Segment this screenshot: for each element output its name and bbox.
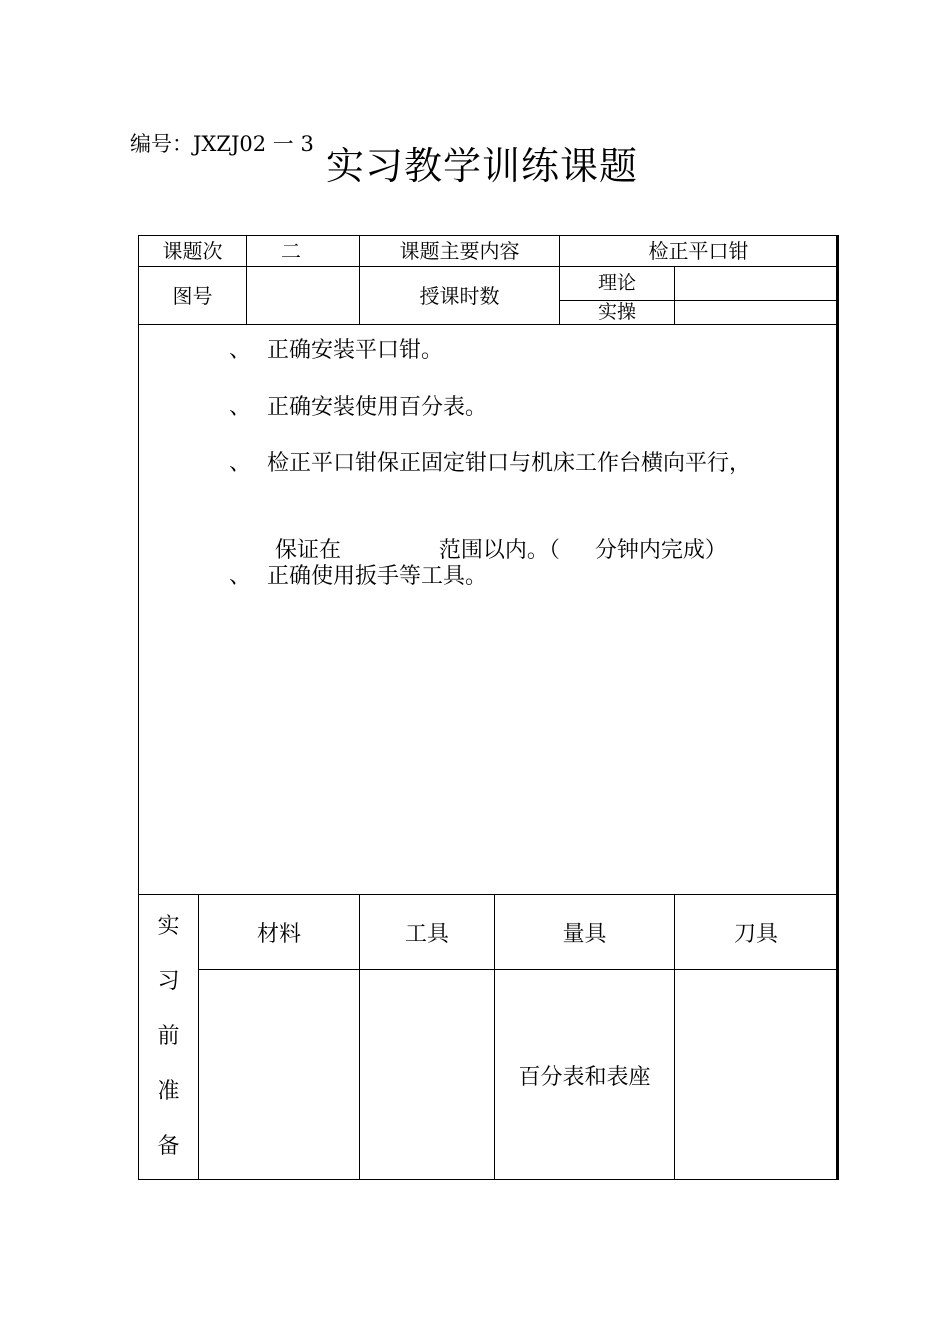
preparation-label-char: 习 [157,968,180,994]
requirement-text: 保证在 范围以内。（ 分钟内完成） [274,538,727,563]
requirement-text: 正确使用扳手等工具。 [267,564,488,589]
lesson-number-value: 二 [281,239,301,263]
measuring-tools-value: 百分表和表座 [518,1064,651,1090]
tools-header: 工具 [404,922,449,947]
row-divider [139,324,837,325]
requirement-text: 正确安装平口钳。 [267,338,444,363]
cutting-tools-header: 刀具 [733,922,778,947]
requirement-item [229,336,443,366]
list-mark: 、 [229,395,252,420]
theory-label: 理论 [597,272,636,294]
lesson-number-label: 课题次 [162,239,223,263]
requirement-text: 正确安装使用百分表。 [267,395,488,420]
main-content-label: 课题主要内容 [399,239,520,263]
preparation-label-char: 准 [157,1078,180,1104]
tools-value [360,970,494,1180]
document-title: 实习教学训练课题 [326,144,639,188]
requirement-item [229,393,487,423]
cutting-tools-value [675,970,837,1180]
materials-header: 材料 [256,922,301,947]
preparation-label-char: 备 [157,1133,180,1159]
preparation-label [139,895,198,1180]
materials-value [199,970,359,1180]
preparation-label-char: 前 [157,1023,180,1049]
measuring-tools-header: 量具 [562,922,607,947]
lesson-sheet-table [138,235,839,1180]
requirement-item [229,449,751,479]
practice-label: 实操 [597,301,636,323]
list-mark: 、 [229,564,252,589]
requirement-text: 检正平口钳保正固定钳口与机床工作台横向平行， [267,451,752,476]
list-mark: 、 [229,338,252,363]
list-mark: 、 [229,451,252,476]
requirement-item [229,562,487,592]
drawing-number-label: 图号 [172,283,213,308]
theory-value [675,267,837,300]
practice-value [675,301,837,324]
drawing-number-value [247,267,359,324]
teaching-hours-label: 授课时数 [419,283,500,308]
document-number: 编号：JXZJ02 一 3 [130,132,314,156]
preparation-label-char: 实 [157,913,180,939]
main-content-value: 检正平口钳 [648,239,749,263]
